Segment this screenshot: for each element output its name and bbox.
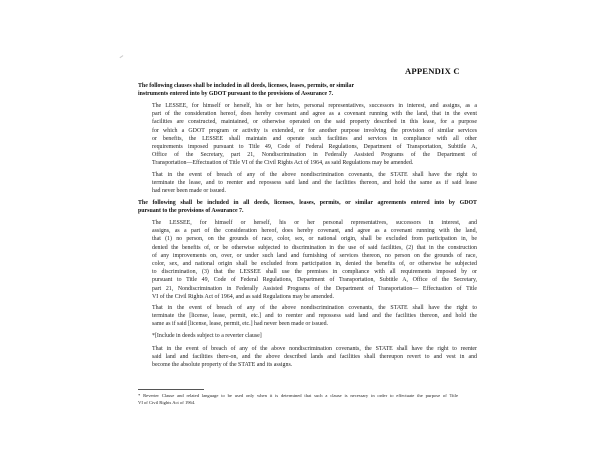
footnote-divider <box>138 389 204 390</box>
note-line: *[Include in deeds subject to a reverter clause] <box>152 333 262 339</box>
section1-heading <box>138 82 438 98</box>
text-line: same as if said [license, lease, permit, etc.] had never been made or issued. <box>152 321 328 328</box>
text-line: Transportation—Effectuation of Title VI of the Civil Rights Act of 1964, as said Regulations may be amended. <box>152 160 414 167</box>
text-line: part of the consideration hereof, does hereby covenant and agree as a covenant running with the land, that in the event <box>152 111 477 118</box>
text-line: That in the event of breach of any of the above nondiscrimination covenants, the STATE shall have the right to <box>152 305 477 311</box>
text-line: become the absolute property of the STATE and its assigns. <box>152 362 293 369</box>
text-line: The following clauses shall be included in all deeds, licenses, leases, permits, or similar <box>138 83 355 89</box>
text-line: said land and facilities there-on, and the above described lands and facilities shall thereupon revert to and vest in and <box>152 354 477 361</box>
scan-mark <box>120 55 125 60</box>
footnote <box>138 392 458 406</box>
text-line: of any improvements on, over, or under such land and furnishing of services thereon, no person on the grounds of race, <box>152 252 477 259</box>
text-line: instruments entered into by GDOT pursuant to the provisions of Assurance 7. <box>138 91 334 98</box>
text-line: * Reverter Clause and related language to be used only when it is determined that such a clause is necessary in order to effectuate the purpose of Title <box>138 393 458 398</box>
text-line: that (1) no person, on the grounds of race, color, sex, or national origin, shall be excluded from participation in, be <box>152 236 477 243</box>
text-line: or benefits, the LESSEE shall maintain and operate such facilities and services in compliance with all other <box>152 135 477 142</box>
text-line: to discrimination, (3) that the LESSEE shall use the premises in compliance with all requirements imposed by or <box>152 269 477 276</box>
text-line: facilities are constructed, maintained, or otherwise operated on the said property described in this lease, for a purpose <box>152 119 477 126</box>
text-line: terminate the lease, and to reenter and repossess said land and the facilities thereon, and hold the same as if said lease <box>152 180 477 187</box>
text-line: The LESSEE, for himself or herself, his or her heirs, personal representatives, successors in interest, and assigns, as a <box>152 103 477 109</box>
section2-note <box>152 332 477 340</box>
text-line: Office of the Secretary, part 21, Nondiscrimination in Federally Assisted Programs of the Department of <box>152 152 477 159</box>
text-line: assigns, as a part of the consideration hereof, does hereby covenant, and agree as a covenant running with the land, <box>152 228 477 235</box>
text-line: pursuant to Title 49, Code of Federal Regulations, Department of Transportation, Subtitle A, Office of the Secretary, <box>152 277 477 284</box>
text-line: had never been made or issued. <box>152 188 226 195</box>
text-line: The LESSEE, for himself or herself, his or her personal representatives, successors in interest, and <box>152 220 477 226</box>
text-line: VI of the Civil Rights Act of 1964, and as said Regulations may be amended. <box>152 293 334 300</box>
text-line: for which a GDOT program or activity is extended, or for another purpose involving the provision of similar services <box>152 127 477 134</box>
text-line: terminate the [license, lease, permit, etc.] and to reenter and repossess said land and the facilities thereon, and hold the <box>152 313 477 320</box>
text-line: requirements imposed pursuant to Title 49, Code of Federal Regulations, Department of Transportation, Subtitle A, <box>152 143 477 150</box>
section2-heading <box>138 199 477 215</box>
section1-paragraph-1 <box>152 102 477 168</box>
section2-paragraph-1 <box>152 219 477 301</box>
section2-paragraph-3 <box>152 345 477 370</box>
text-line: pursuant to the provisions of Assurance 7. <box>138 208 244 215</box>
section2-paragraph-2 <box>152 304 477 329</box>
text-line: denied the benefits of, or be otherwise subjected to discrimination in the use of said facilities, (2) that in the construction <box>152 244 477 251</box>
text-line: color, sex, and national origin shall be excluded from participation in, denied the benefits of, or otherwise be subjected <box>152 260 477 267</box>
text-line: That in the event of breach of any of the above nondiscrimination covenants, the STATE shall have the right to reenter <box>152 346 477 352</box>
text-line: That in the event of breach of any of the above nondiscrimination covenants, the STATE shall have the right to <box>152 172 477 178</box>
text-line: part 21, Nondiscrimination in Federally Assisted Programs of the Department of Transportation— Effectuation of Title <box>152 285 477 292</box>
appendix-title: APPENDIX C <box>405 66 460 76</box>
text-line: VI of Civil Rights Act of 1964. <box>138 400 196 405</box>
section1-paragraph-2 <box>152 171 477 196</box>
text-line: The following shall be included in all deeds, licenses, leases, permits, or similar agreements entered into by GDOT <box>138 200 477 206</box>
